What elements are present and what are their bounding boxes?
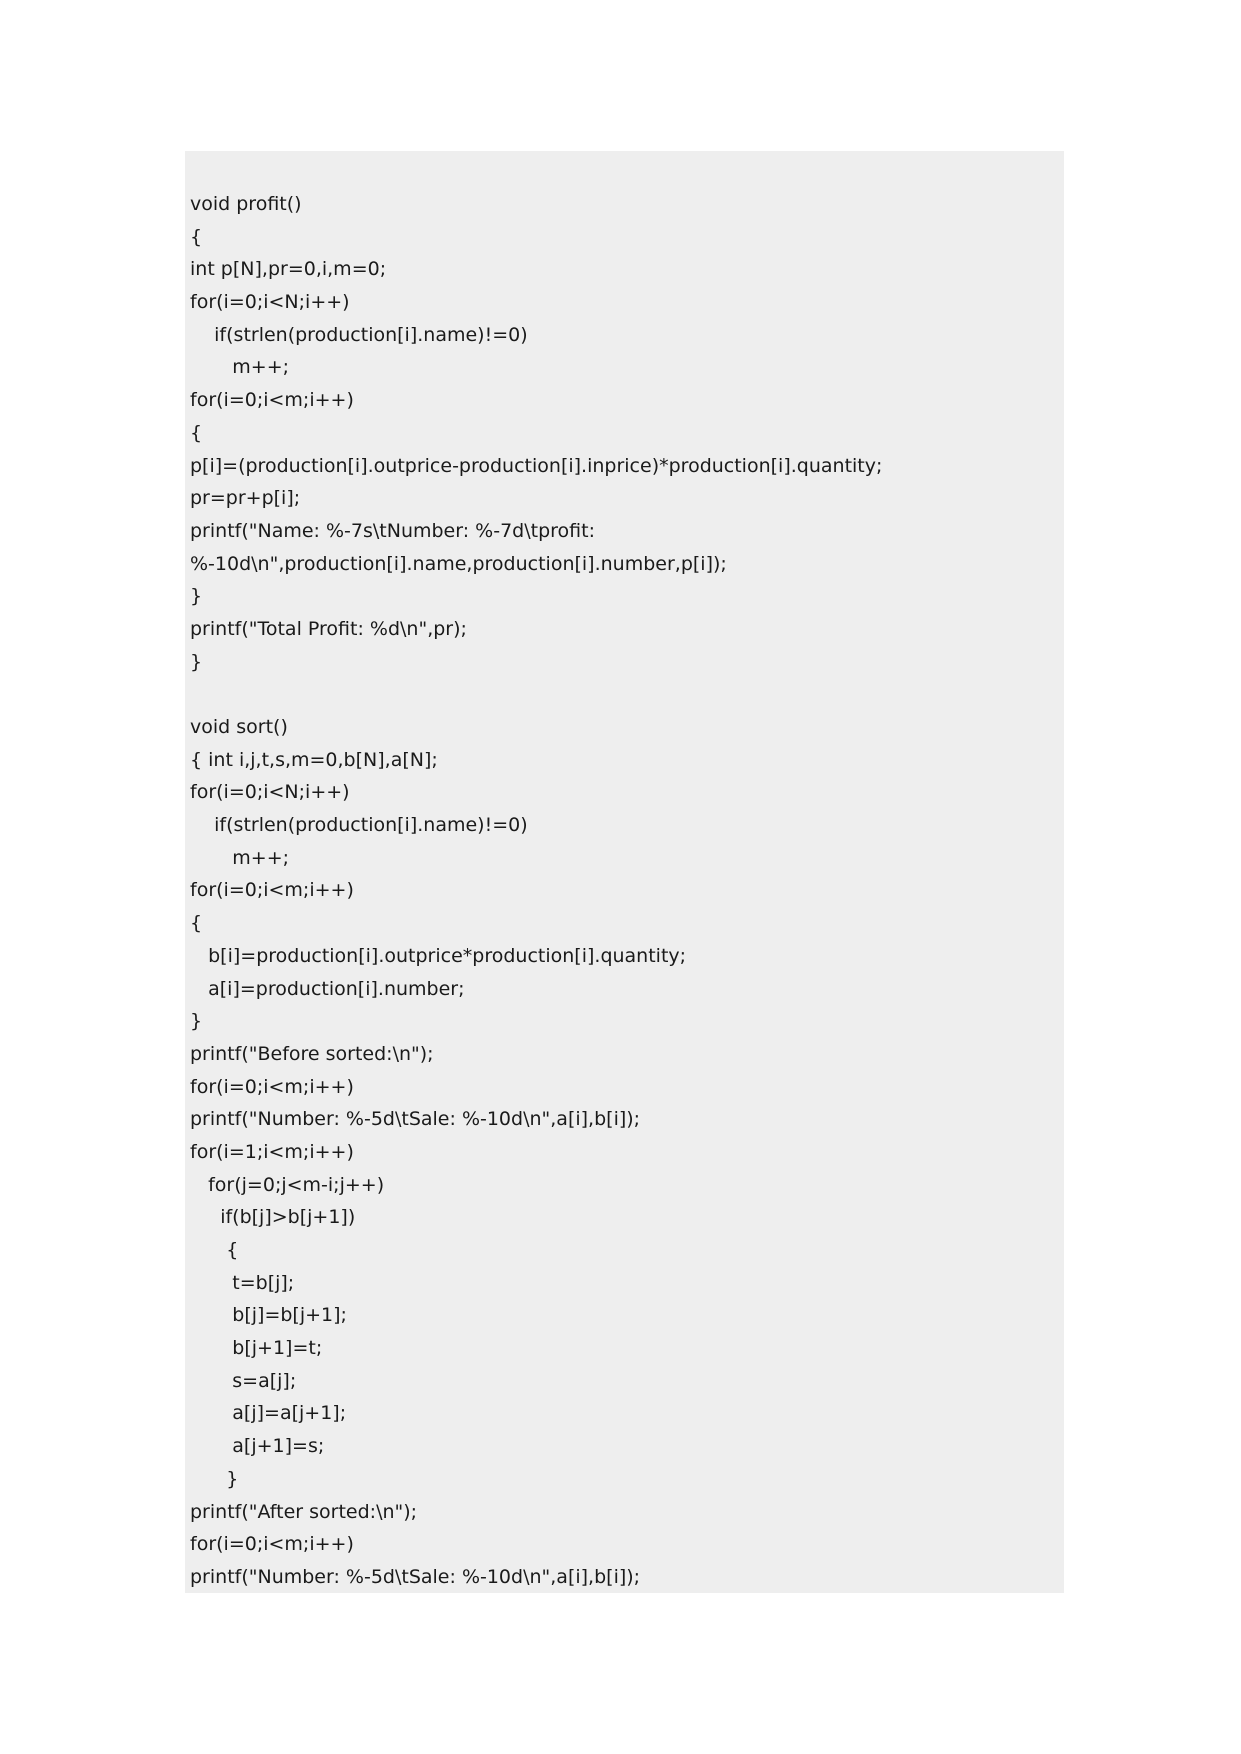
code-line: } bbox=[190, 650, 203, 673]
code-line: printf("Name: %-7s\tNumber: %-7d\tprofit: bbox=[190, 519, 595, 542]
code-line: printf("Total Profit: %d\n",pr); bbox=[190, 617, 467, 640]
code-line bbox=[190, 678, 1064, 711]
code-line: { bbox=[190, 1239, 239, 1261]
code-line: printf("Number: %-5d\tSale: %-10d\n",a[i],b[i]); bbox=[190, 1108, 641, 1131]
code-line: p[i]=(production[i].outprice-production[i].inprice)*production[i].quantity; bbox=[190, 454, 883, 477]
code-line: printf("Before sorted:\n"); bbox=[190, 1042, 434, 1065]
code-line: t=b[j]; bbox=[190, 1271, 295, 1294]
code-line: for(i=0;i<m;i++) bbox=[190, 1533, 354, 1556]
code-line: for(i=0;i<m;i++) bbox=[190, 1075, 354, 1098]
code-line: void profit() bbox=[190, 193, 302, 215]
code-line: if(strlen(production[i].name)!=0) bbox=[190, 323, 528, 346]
code-line: for(j=0;j<m-i;j++) bbox=[190, 1173, 385, 1196]
code-line: for(i=0;i<m;i++) bbox=[190, 389, 354, 412]
code-line: m++; bbox=[190, 356, 290, 379]
code-line: if(strlen(production[i].name)!=0) bbox=[190, 814, 528, 837]
code-line: for(i=0;i<N;i++) bbox=[190, 781, 350, 804]
code-line: %-10d\n",production[i].name,production[i].number,p[i]); bbox=[190, 552, 727, 575]
code-line: for(i=1;i<m;i++) bbox=[190, 1140, 354, 1163]
code-block bbox=[185, 151, 1064, 1593]
code-line: m++; bbox=[190, 846, 290, 869]
code-line: b[j]=b[j+1]; bbox=[190, 1304, 347, 1327]
code-line: int p[N],pr=0,i,m=0; bbox=[190, 258, 387, 281]
code-line: } bbox=[190, 585, 203, 608]
code-line: void sort() bbox=[190, 716, 288, 738]
code-line: { int i,j,t,s,m=0,b[N],a[N]; bbox=[190, 748, 438, 771]
code-line: { bbox=[190, 912, 203, 935]
code-line: { bbox=[190, 225, 203, 248]
code-line: } bbox=[190, 1010, 203, 1033]
code-line: b[j+1]=t; bbox=[190, 1337, 323, 1360]
code-line: b[i]=production[i].outprice*production[i].quantity; bbox=[190, 944, 687, 967]
code-line: printf("After sorted:\n"); bbox=[190, 1500, 418, 1523]
code-line: s=a[j]; bbox=[190, 1369, 297, 1392]
code-line: for(i=0;i<N;i++) bbox=[190, 291, 350, 314]
code-line: } bbox=[190, 1467, 239, 1490]
code-line: a[i]=production[i].number; bbox=[190, 977, 465, 1000]
code-line: if(b[j]>b[j+1]) bbox=[190, 1206, 356, 1229]
code-line: a[j]=a[j+1]; bbox=[190, 1402, 347, 1425]
code-line: for(i=0;i<m;i++) bbox=[190, 879, 354, 902]
code-line: a[j+1]=s; bbox=[190, 1435, 325, 1458]
code-line: printf("Number: %-5d\tSale: %-10d\n",a[i],b[i]); bbox=[190, 1565, 641, 1588]
code-line: pr=pr+p[i]; bbox=[190, 487, 301, 510]
code-line: { bbox=[190, 421, 203, 444]
